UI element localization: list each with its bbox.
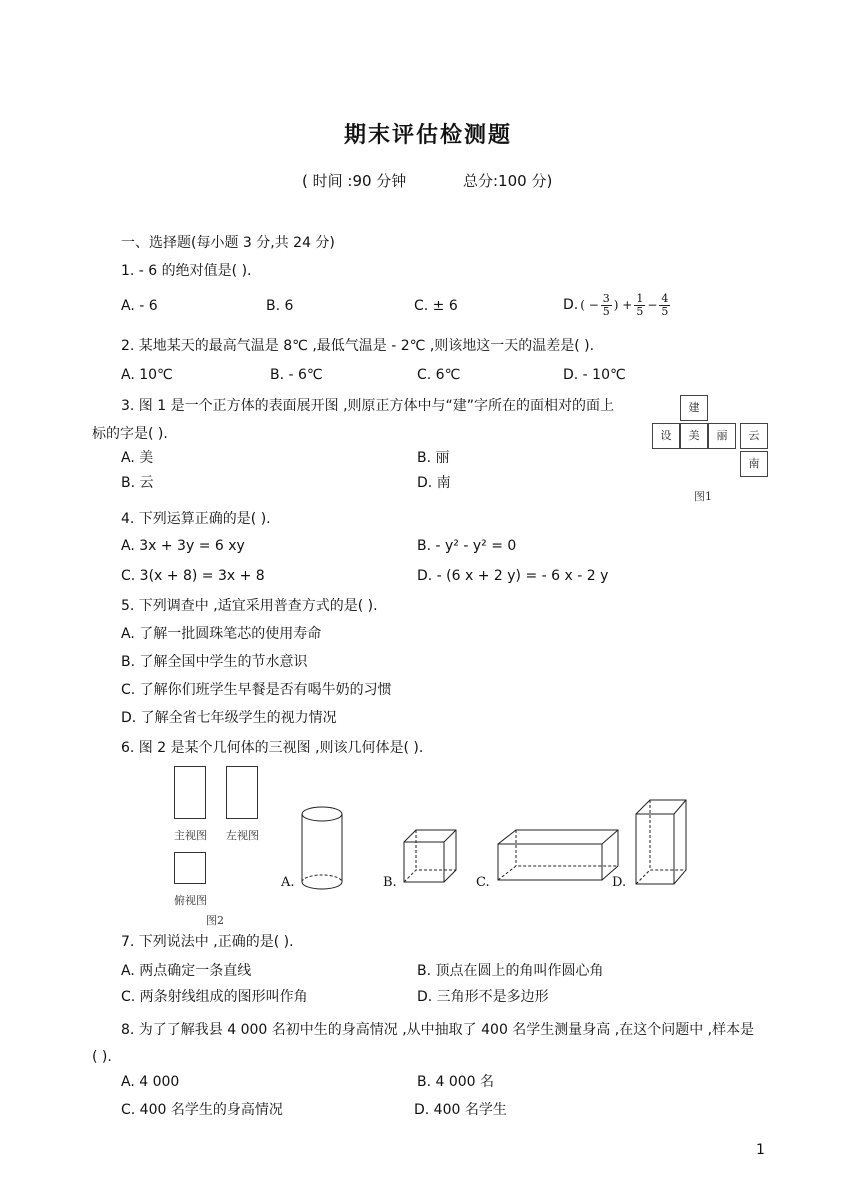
- figure-1-caption: 图1: [694, 490, 712, 503]
- q1-option-b: B. 6: [266, 298, 294, 314]
- q1-option-d: [563, 289, 670, 321]
- q3-option-a: A. 美: [121, 450, 154, 466]
- q3-option-b: B. 丽: [417, 450, 450, 466]
- cuboid-figure: [494, 826, 622, 886]
- q1-d-num-2: 1: [636, 291, 644, 305]
- q1-d-fraction-1: [601, 293, 612, 318]
- net-cell-yun: 云: [740, 423, 768, 449]
- question-3-stem-line2: 标的字是( ).: [92, 426, 168, 442]
- q1-d-den-1: 5: [602, 304, 610, 318]
- net-cell-she: 设: [652, 423, 680, 449]
- q6-option-c-label: C.: [476, 875, 490, 890]
- question-5-stem: 5. 下列调查中 ,适宜采用普查方式的是( ).: [121, 598, 378, 614]
- q1-d-rparen-plus: ) +: [613, 298, 633, 312]
- q1-d-den-3: 5: [661, 304, 669, 318]
- q2-option-a: A. 10℃: [121, 367, 173, 383]
- question-7-stem: 7. 下列说法中 ,正确的是( ).: [121, 934, 294, 950]
- q8-option-d: D. 400 名学生: [414, 1102, 507, 1118]
- q1-option-a: A. - 6: [121, 298, 158, 314]
- q8-option-c: C. 400 名学生的身高情况: [121, 1102, 283, 1118]
- question-6-stem: 6. 图 2 是某个几何体的三视图 ,则该几何体是( ).: [121, 740, 424, 756]
- page-number: 1: [756, 1142, 765, 1158]
- page-title: 期末评估检测题: [344, 123, 513, 148]
- q2-option-c: C. 6℃: [417, 367, 461, 383]
- q7-option-c: C. 两条射线组成的图形叫作角: [121, 989, 308, 1005]
- q1-d-num-1: 3: [602, 291, 610, 305]
- q3-option-c: B. 云: [121, 475, 154, 491]
- net-cell-mei: 美: [680, 423, 708, 449]
- q7-option-a: A. 两点确定一条直线: [121, 963, 252, 979]
- q6-option-b-label: B.: [383, 875, 397, 890]
- question-4-stem: 4. 下列运算正确的是( ).: [121, 511, 271, 527]
- q4-option-c: C. 3(x + 8) = 3x + 8: [121, 568, 265, 584]
- q4-option-b: B. - y² - y² = 0: [417, 538, 517, 554]
- q2-option-b: B. - 6℃: [270, 367, 323, 383]
- q1-d-fraction-3: [659, 293, 670, 318]
- q4-option-a: A. 3x + 3y = 6 xy: [121, 538, 245, 554]
- cube-figure: [400, 826, 460, 886]
- q5-option-d: D. 了解全省七年级学生的视力情况: [121, 710, 337, 726]
- question-1-stem: 1. - 6 的绝对值是( ).: [121, 263, 252, 279]
- q1-d-fraction-2: [634, 293, 645, 318]
- left-view-rect: [226, 766, 258, 819]
- q2-option-d: D. - 10℃: [563, 367, 626, 383]
- q1-d-den-2: 5: [636, 304, 644, 318]
- net-cell-jian: 建: [680, 395, 708, 421]
- q1-d-lparen: ( −: [580, 298, 599, 312]
- q5-option-b: B. 了解全国中学生的节水意识: [121, 654, 308, 670]
- question-3-stem-line1: 3. 图 1 是一个正方体的表面展开图 ,则原正方体中与“建”字所在的面相对的面上: [121, 398, 615, 414]
- q1-d-minus: −: [647, 298, 658, 312]
- q4-option-d: D. - (6 x + 2 y) = - 6 x - 2 y: [417, 568, 609, 584]
- q1-d-num-3: 4: [661, 291, 669, 305]
- left-view-label: 左视图: [226, 829, 259, 842]
- figure-2-caption: 图2: [206, 914, 224, 927]
- question-8-stem-line1: 8. 为了了解我县 4 000 名初中生的身高情况 ,从中抽取了 400 名学生测量身高 ,在这个问题中 ,样本是: [121, 1022, 755, 1038]
- question-8-stem-line2: ( ).: [92, 1049, 112, 1065]
- net-cell-li: 丽: [708, 423, 736, 449]
- q8-option-b: B. 4 000 名: [417, 1074, 495, 1090]
- q6-option-a-label: A.: [281, 875, 295, 890]
- q1-option-c: C. ± 6: [414, 298, 458, 314]
- tall-prism-figure: [632, 798, 690, 888]
- q8-option-a: A. 4 000: [121, 1074, 180, 1090]
- front-view-rect: [174, 766, 206, 819]
- time-limit: ( 时间 :90 分钟: [302, 172, 407, 190]
- q3-option-d: D. 南: [417, 475, 451, 491]
- total-score: 总分:100 分): [463, 172, 553, 190]
- q7-option-d: D. 三角形不是多边形: [417, 989, 549, 1005]
- net-cell-nan: 南: [740, 451, 768, 477]
- q1-d-prefix: D.: [563, 297, 579, 313]
- top-view-label: 俯视图: [174, 894, 207, 907]
- q6-option-d-label: D.: [612, 875, 627, 890]
- q5-option-a: A. 了解一批圆珠笔芯的使用寿命: [121, 626, 322, 642]
- cylinder-figure: [298, 804, 346, 896]
- q5-option-c: C. 了解你们班学生早餐是否有喝牛奶的习惯: [121, 682, 392, 698]
- top-view-rect: [174, 852, 206, 884]
- section-heading: 一、选择题(每小题 3 分,共 24 分): [121, 235, 335, 251]
- front-view-label: 主视图: [174, 829, 207, 842]
- q7-option-b: B. 顶点在圆上的角叫作圆心角: [417, 963, 604, 979]
- question-2-stem: 2. 某地某天的最高气温是 8℃ ,最低气温是 - 2℃ ,则该地这一天的温差是( ).: [121, 338, 595, 354]
